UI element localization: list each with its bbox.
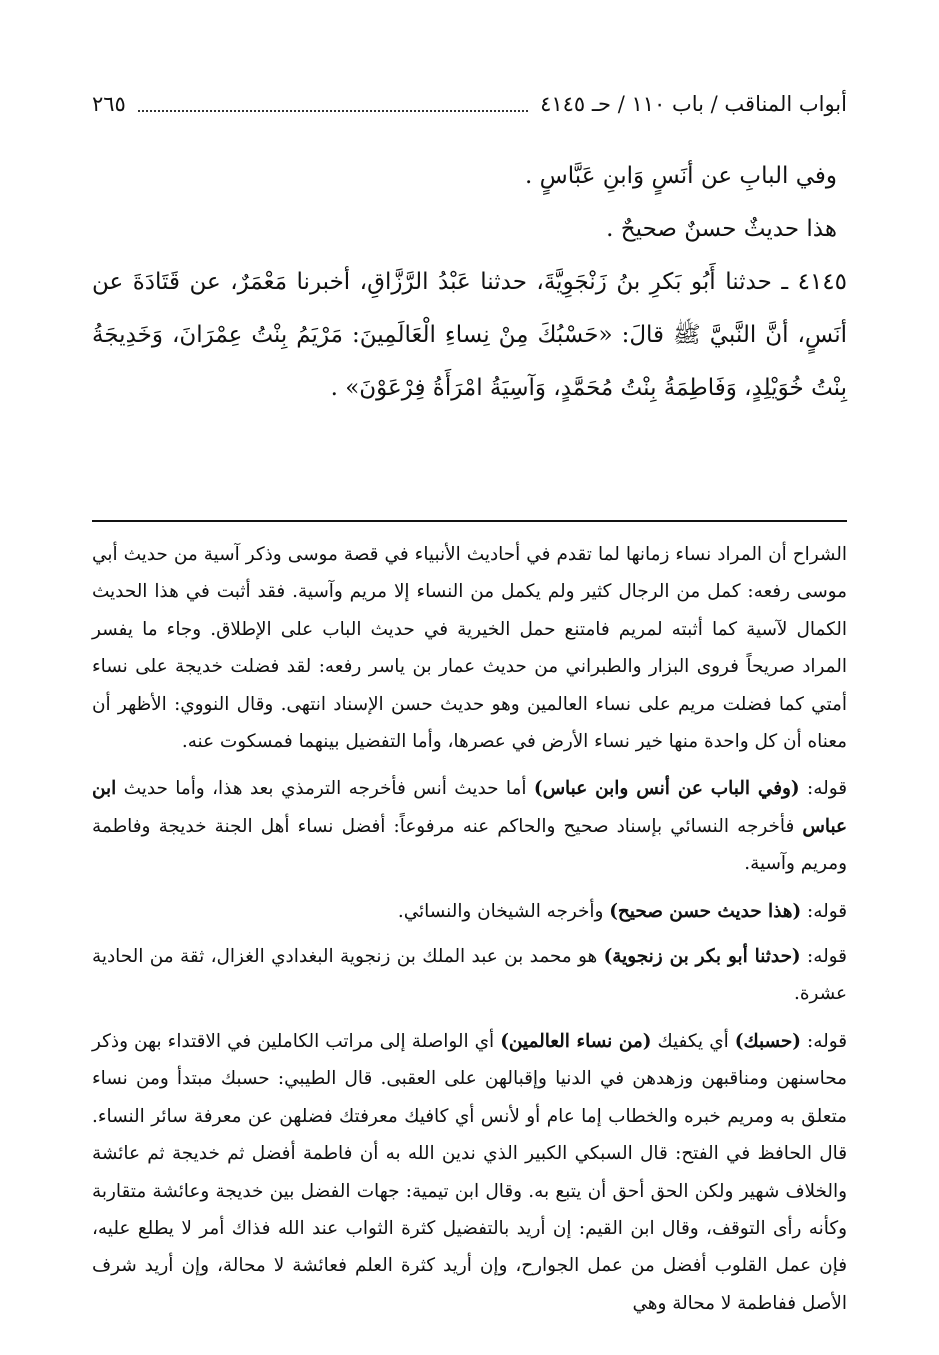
running-title: أبواب المناقب / باب ١١٠ / حـ ٤١٤٥ [540, 92, 847, 116]
commentary-text: وأخرجه الشيخان والنسائي. [397, 900, 610, 922]
commentary-text: أي يكفيك [651, 1030, 735, 1052]
quoted-phrase: (من نساء العالمين) [500, 1030, 652, 1052]
qawluhu-label: قوله: [800, 946, 847, 968]
quoted-phrase: (حسبك) [734, 1030, 801, 1052]
commentary [92, 536, 847, 1332]
hadith-line-chapter: وفي البابِ عن أنَسٍ وَابنِ عَبَّاسٍ . [525, 163, 837, 189]
commentary-paragraph-1: الشراح أن المراد نساء زمانها لما تقدم في أحاديث الأنبياء في قصة موسى وذكر آسية من حديث أبي موسى رفعه: كمل من الرجال كثير ولم يكمل من النساء إلا مريم وآسية. فقد أثبت في هذا الحديث الكمال لآسية كما أثبته لمريم فامتنع حمل الخيرية في حديث الباب على الإطلاق. وجاء ما يفسر المراد صريحاً فروى البزار والطبراني من حديث عمار بن ياسر رفعه: لقد فضلت خديجة على نساء أمتي كما فضلت مريم على نساء العالمين وهو حديث حسن الإسناد انتهى. وقال النووي: الأظهر أن معناه أن كل واحدة منها خير نساء الأرض في عصرها، وأما التفضيل بينهما فمسكوت عنه. [92, 544, 847, 753]
quoted-phrase: (هذا حديث حسن صحيح) [609, 900, 802, 922]
qawluhu-label: قوله: [800, 1030, 847, 1052]
commentary-paragraph-2 [92, 770, 847, 882]
separator-rule [92, 520, 847, 522]
hadith-text [92, 150, 847, 415]
qawluhu-label: قوله: [799, 778, 847, 800]
commentary-text: هو محمد بن عبد الملك بن زنجوية البغدادي الغزال، ثقة من الحادية عشرة. [92, 946, 847, 1005]
qawluhu-label: قوله: [801, 900, 847, 922]
quoted-phrase: (وفي الباب عن أنس وابن عباس) [533, 778, 800, 800]
hadith-line-grading: هذا حديثٌ حسنٌ صحيحٌ . [606, 216, 837, 242]
page-number: ٢٦٥ [92, 92, 126, 116]
commentary-text: فأخرجه النسائي بإسناد صحيح والحاكم عنه مرفوعاً: أفضل نساء أهل الجنة خديجة وفاطمة ومريم وآسية. [92, 815, 847, 875]
commentary-paragraph-5 [92, 1023, 847, 1322]
hadith-4145: ٤١٤٥ ـ حدثنا أَبُو بَكرِ بنُ زَنْجَوِيَّةَ، حدثنا عَبْدُ الرَّزَّاقِ، أخبرنا مَعْمَرٌ، عن قَتَادَةَ عن أنَسٍ، أنَّ النَّبيَّ ﷺ قالَ: «حَسْبُكَ مِنْ نِساءِ الْعَالَمِينَ: مَرْيَمُ بِنْتُ عِمْرَانَ، وَخَدِيجَةُ بِنْتُ خُوَيْلِدٍ، وَفَاطِمَةُ بِنْتُ مُحَمَّدٍ، وَآسِيَةُ امْرَأَةُ فِرْعَوْنَ» . [92, 269, 848, 401]
header-dotted-leader [138, 96, 528, 112]
commentary-paragraph-4 [92, 938, 847, 1013]
commentary-paragraph-3 [92, 893, 847, 930]
bold-name: ابن عباس [92, 778, 847, 837]
commentary-text: أي الواصلة إلى مراتب الكاملين في الاقتداء بهن وذكر محاسنهن ومناقبهن وزهدهن في الدنيا وإقبالهن على العقبى. قال الطيبي: حسبك مبتدأ ومن نساء متعلق به ومريم خبره والخطاب إما عام أو لأنس أي كافيك معرفتك فضلهن عن معرفة سائر النساء. قال الحافظ في الفتح: قال السبكي الكبير الذي ندين الله به أن فاطمة أفضل ثم خديجة ثم عائشة والخلاف شهير ولكن الحق أحق أن يتبع به. وقال ابن تيمية: جهات الفضل بين خديجة وعائشة متقاربة وكأنه رأى التوقف، وقال ابن القيم: إن أريد بالتفضيل كثرة الثواب عند الله فذاك أمر لا يطلع عليه، فإن عمل القلوب أفضل من عمل الجوارح، وإن أريد كثرة العلم فعائشة لا محالة، وإن أريد شرف الأصل ففاطمة لا محالة وهي [92, 1030, 847, 1314]
commentary-text: أما حديث أنس فأخرجه الترمذي بعد هذا، وأما حديث [116, 778, 534, 800]
quoted-phrase: (حدثنا أبو بكر بن زنجوية) [603, 946, 801, 968]
page-header [92, 84, 847, 124]
